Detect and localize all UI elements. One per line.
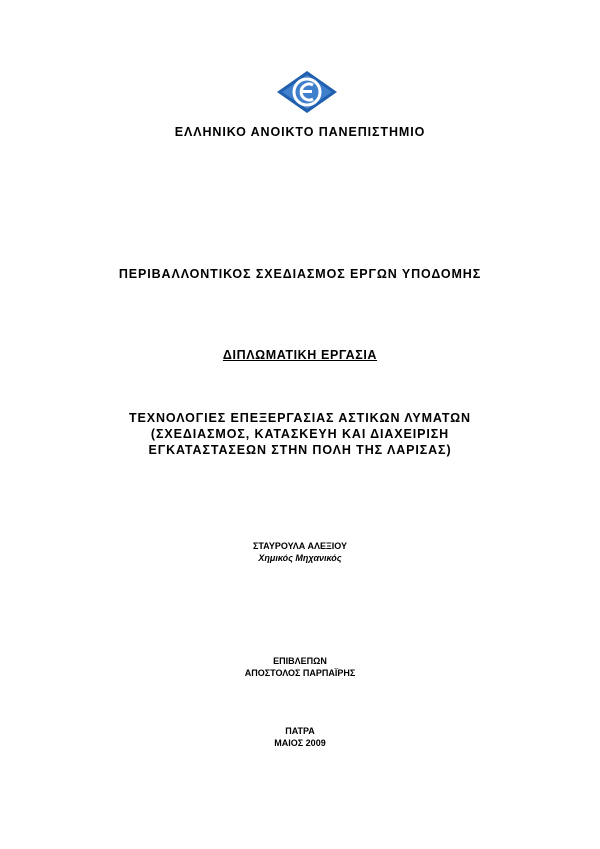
thesis-type: ΔΙΠΛΩΜΑΤΙΚΗ ΕΡΓΑΣΙΑ (222, 348, 378, 362)
thesis-title-line-3: ΕΓΚΑΤΑΣΤΑΣΕΩΝ ΣΤΗΝ ΠΟΛΗ ΤΗΣ ΛΑΡΙΣΑΣ) (148, 443, 452, 457)
program-name: ΠΕΡΙΒΑΛΛΟΝΤΙΚΟΣ ΣΧΕΔΙΑΣΜΟΣ ΕΡΓΩΝ ΥΠΟΔΟΜΗΣ (118, 267, 482, 281)
city: ΠΑΤΡΑ (285, 726, 315, 736)
university-logo-icon (276, 70, 338, 114)
thesis-title (0, 410, 600, 458)
supervisor-name: ΑΠΟΣΤΟΛΟΣ ΠΑΡΠΑΪΡΗΣ (244, 668, 356, 678)
supervisor-block (0, 655, 600, 679)
author-block (0, 540, 600, 564)
thesis-title-line-2: (ΣΧΕΔΙΑΣΜΟΣ, ΚΑΤΑΣΚΕΥΗ ΚΑΙ ΔΙΑΧΕΙΡΙΣΗ (150, 427, 450, 441)
thesis-title-line-1: ΤΕΧΝΟΛΟΓΙΕΣ ΕΠΕΞΕΡΓΑΣΙΑΣ ΑΣΤΙΚΩΝ ΛΥΜΑΤΩΝ (129, 411, 471, 425)
author-role: Χημικός Μηχανικός (258, 553, 342, 563)
date: ΜΑΙΟΣ 2009 (274, 738, 326, 748)
supervisor-label: ΕΠΙΒΛΕΠΩΝ (273, 656, 327, 666)
place-date-block (0, 725, 600, 749)
author-name: ΣΤΑΥΡΟΥΛΑ ΑΛΕΞΙΟΥ (252, 541, 348, 551)
university-name: ΕΛΛΗΝΙΚΟ ΑΝΟΙΚΤΟ ΠΑΝΕΠΙΣΤΗΜΙΟ (174, 125, 426, 139)
